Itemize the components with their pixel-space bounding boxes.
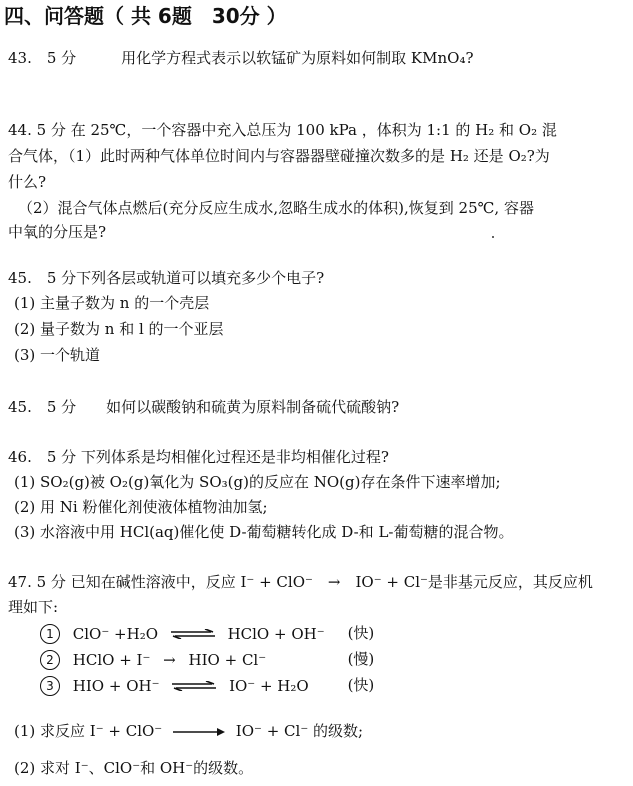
- question-47-sub-2: (2) 求对 I⁻、ClO⁻和 OH⁻的级数。: [14, 759, 254, 777]
- sub-1-products: IO⁻ + Cl⁻ 的级数;: [235, 722, 364, 740]
- question-45a-item-3: (3) 一个轨道: [14, 346, 101, 364]
- scan-speck: [492, 236, 494, 238]
- question-45a-item-1: (1) 主量子数为 n 的一个壳层: [14, 294, 210, 312]
- mechanism-step-2: [40, 649, 374, 670]
- step-reactants: HIO + OH⁻: [72, 677, 160, 695]
- question-47-sub-1: [14, 721, 363, 741]
- question-47-line-1: 47. 5 分 已知在碱性溶液中，反应 I⁻ + ClO⁻ → IO⁻ + Cl⁻是非基元反应，其反应机: [8, 573, 593, 591]
- question-44-line-4: （2）混合气体点燃后(充分反应生成水,忽略生成水的体积),恢复到 25℃, 容器: [18, 199, 534, 217]
- question-46-item-3: (3) 水溶液中用 HCl(aq)催化使 D-葡萄糖转化成 D-和 L-葡萄糖的混合物。: [14, 523, 514, 541]
- question-46-item-1: (1) SO₂(g)被 O₂(g)氧化为 SO₃(g)的反应在 NO(g)存在条件下速率增加;: [14, 473, 501, 491]
- section-title: 四、问答题（ 共 6题 30分 ）: [4, 4, 287, 28]
- question-45a-head: 45. 5 分下列各层或轨道可以填充多少个电子?: [8, 269, 325, 287]
- mechanism-step-1: [40, 623, 374, 644]
- question-46-head: 46. 5 分 下列体系是均相催化过程还是非均相催化过程?: [8, 448, 389, 466]
- question-43: 43. 5 分 用化学方程式表示以软锰矿为原料如何制取 KMnO₄?: [8, 49, 474, 67]
- question-44-line-3: 什么?: [8, 173, 47, 191]
- long-arrow-icon: [173, 727, 225, 737]
- question-44-line-1: 44. 5 分 在 25℃，一个容器中充入总压为 100 kPa ，体积为 1:1 的 H₂ 和 O₂ 混: [8, 121, 557, 139]
- equilibrium-arrow-icon: [171, 629, 215, 639]
- question-45a-item-2: (2) 量子数为 n 和 l 的一个亚层: [14, 320, 224, 338]
- sub-1-reactants: (1) 求反应 I⁻ + ClO⁻: [14, 722, 163, 740]
- step-number-badge: 3: [40, 676, 60, 696]
- question-44-line-2: 合气体，（1）此时两种气体单位时间内与容器器壁碰撞次数多的是 H₂ 还是 O₂?为: [8, 147, 550, 165]
- question-44-line-5: 中氧的分压是?: [8, 223, 107, 241]
- mechanism-step-3: [40, 675, 374, 696]
- step-number-badge: 1: [40, 624, 60, 644]
- equilibrium-arrow-icon: [172, 681, 216, 691]
- step-reactants: ClO⁻ +H₂O: [72, 625, 158, 643]
- question-46-item-2: (2) 用 Ni 粉催化剂使液体植物油加氢;: [14, 498, 268, 516]
- step-rate: (快): [347, 624, 375, 642]
- step-number-badge: 2: [40, 650, 60, 670]
- step-products: HIO + Cl⁻: [188, 651, 267, 669]
- step-rate: (慢): [347, 650, 375, 668]
- question-45b: 45. 5 分 如何以碳酸钠和硫黄为原料制备硫代硫酸钠?: [8, 398, 400, 416]
- step-reactants: HClO + I⁻: [72, 651, 151, 669]
- right-arrow-icon: →: [163, 651, 176, 669]
- step-products: HClO + OH⁻: [227, 625, 325, 643]
- question-47-line-2: 理如下:: [8, 598, 59, 616]
- step-rate: (快): [347, 676, 375, 694]
- step-products: IO⁻ + H₂O: [229, 677, 309, 695]
